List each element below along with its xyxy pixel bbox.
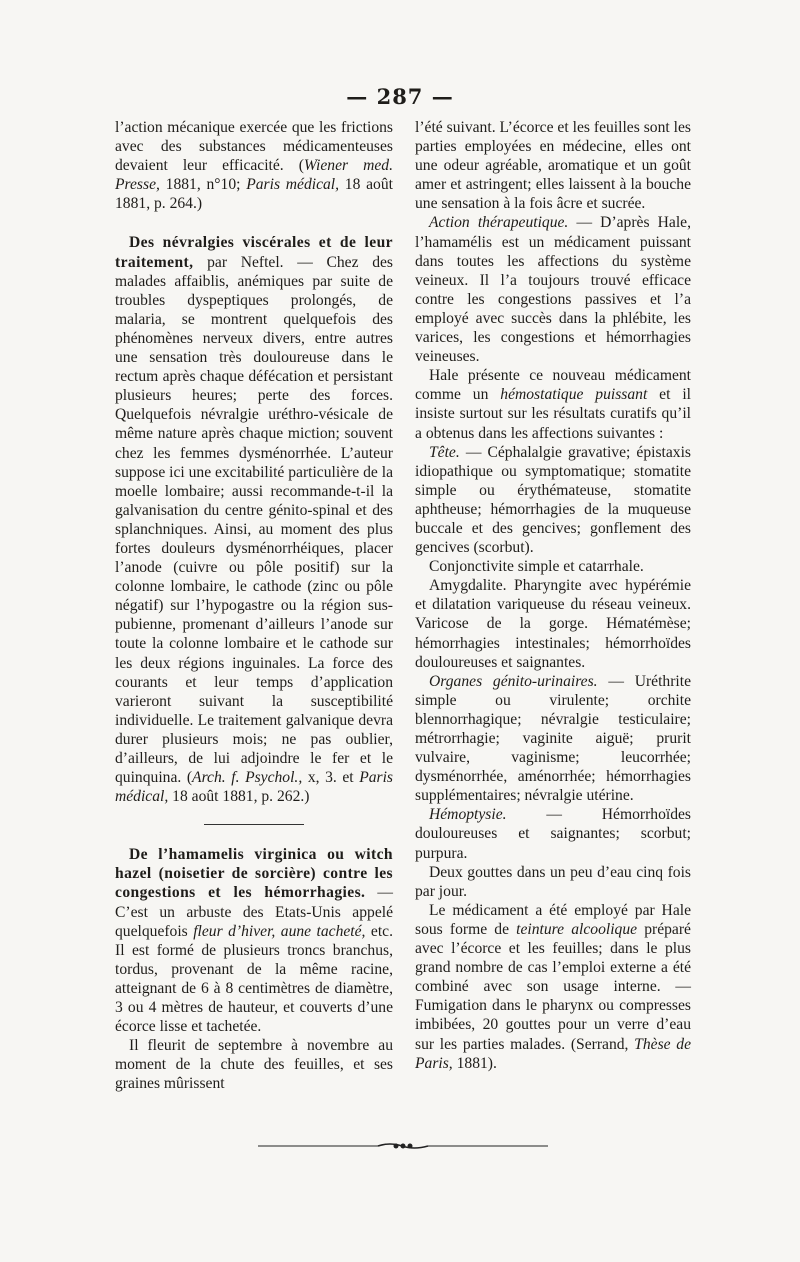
paragraph: Deux gouttes dans un peu d’eau cinq fois par jour. (415, 863, 691, 900)
left-column (115, 118, 393, 1094)
section-divider (204, 824, 304, 825)
page-number: — 287 — (346, 84, 454, 109)
paragraph-continuation: l’action mécanique exercée que les frictions avec des substances médicamenteuses devaient leur efficacité. (Wiener med. Presse, 1881, n°10; Paris médical, 18 août 1881, p. 264.) (115, 119, 393, 213)
paragraph-action: Action thérapeutique. — D’après Hale, l’hamamélis est un médicament puissant dans toutes les affections du système veineux. Il l’a toujours trouvé efficace contre les congestions passives et l’a employé avec succès dans la phlébite, les varices, les congestions et hémorrhagies veineuses. (415, 214, 691, 366)
article-title: Des névralgies viscérales et de leur traitement, (115, 234, 393, 271)
paragraph-organes: Organes génito-urinaires. — Uréthrite simple ou virulente; orchite blennorrhagique; névralgie testiculaire; métrorrhagie; vaginite aiguë; prurit vulvaire, vaginisme; leucorrhée; dysménorrhée, aménorrhée; hémorrhagies supplémentaires; névralgie utérine. (415, 672, 691, 805)
paragraph: l’été suivant. L’écorce et les feuilles sont les parties employées en médecine, elles ont une odeur agréable, aromatique et un goût amer et astringent; elles laissent à la bouche une sensation à la fois âcre et sucrée. (415, 119, 691, 213)
article-nevralgies: Des névralgies viscérales et de leur traitement, par Neftel. — Chez des malades affaiblis, anémiques par suite de troubles dyspeptiques prolongés, de malaria, se montrent quelquefois des phénomènes nerveux divers, entre autres une sensation très douloureuse dans le rectum après chaque défécation et persistant plusieurs heures; perte des forces. Quelquefois névralgie uréthro-vésicale de même nature après chaque miction; souvent chez les femmes dysménorrhée. L’auteur suppose ici une excitabilité particulière de la moelle lombaire; aussi recommande-t-il la galvanisation du centre génito-spinal et des splanchniques. Ainsi, au moment des plus fortes douleurs dysménorrhéiques, placer l’anode (cuivre ou pôle positif) sur la colonne lombaire, le cathode (zinc ou pôle négatif) sur l’hypogastre ou la région sus-pubienne, promenant d’ailleurs l’anode sur toute la colonne lombaire et le cathode sur les deux régions inguinales. La force des courants et leur temps d’application varieront suivant la susceptibilité individuelle. Le traitement galvanique devra durer plusieurs mois; ne pas oublier, d’ailleurs, de lui adjoindre le fer et le quinquina. (Arch. f. Psychol., x, 3. et Paris médical, 18 août 1881, p. 262.) (115, 234, 393, 806)
paragraph: Conjonctivite simple et catarrhale. (429, 558, 644, 576)
article-hamamelis: De l’hamamelis virginica ou witch hazel (noisetier de sorcière) contre les congestions et les hémorrhagies. — C’est un arbuste des Etats-Unis appelé quelquefois fleur d’hiver, aune tacheté, etc. Il est formé de plusieurs troncs branchus, tordus, provenant de la même racine, atteignant de 6 à 8 centimètres de diamètre, 3 ou 4 mètres de hauteur, et couverts d’une écorce lisse et tachetée. (115, 846, 393, 1036)
paragraph-hemoptysie: Hémoptysie. — Hémorrhoïdes douloureuses et saignantes; scorbut; purpura. (415, 806, 691, 862)
paragraph-tete: Tête. — Céphalalgie gravative; épistaxis idiopathique ou symptomatique; stomatite simple ou érythémateuse, stomatite aphtheuse; hémorrhagies de la muqueuse buccale et des gencives; gonflement des gencives (scorbut). (415, 443, 691, 557)
paragraph: Le médicament a été employé par Hale sous forme de teinture alcoolique préparé avec l’écorce et les feuilles; dans le plus grand nombre de cas l’emploi externe a été combiné avec son usage interne. — Fumigation dans le pharynx ou compresses imbibées, 20 gouttes pour un verre d’eau sur les parties malades. (Serrand, Thèse de Paris, 1881). (415, 901, 691, 1072)
paragraph: Il fleurit de septembre à novembre au moment de la chute des feuilles, et ses graines mûrissent (115, 1037, 393, 1093)
article-title: De l’hamamelis virginica ou witch hazel (noisetier de sorcière) contre les congestions et les hémorrhagies. (115, 846, 393, 902)
paragraph: Amygdalite. Pharyngite avec hypérémie et dilatation variqueuse du réseau veineux. Varicose de la gorge. Hématémèse; hémorrhagies intestinales; hémorrhoïdes douloureuses et saignantes. (415, 577, 691, 671)
end-ornament-rule (258, 1142, 548, 1150)
paragraph: Hale présente ce nouveau médicament comme un hémostatique puissant et il insiste surtout sur les résultats curatifs qu’il a obtenus dans les affections suivantes : (415, 367, 691, 442)
right-column (415, 118, 691, 1073)
